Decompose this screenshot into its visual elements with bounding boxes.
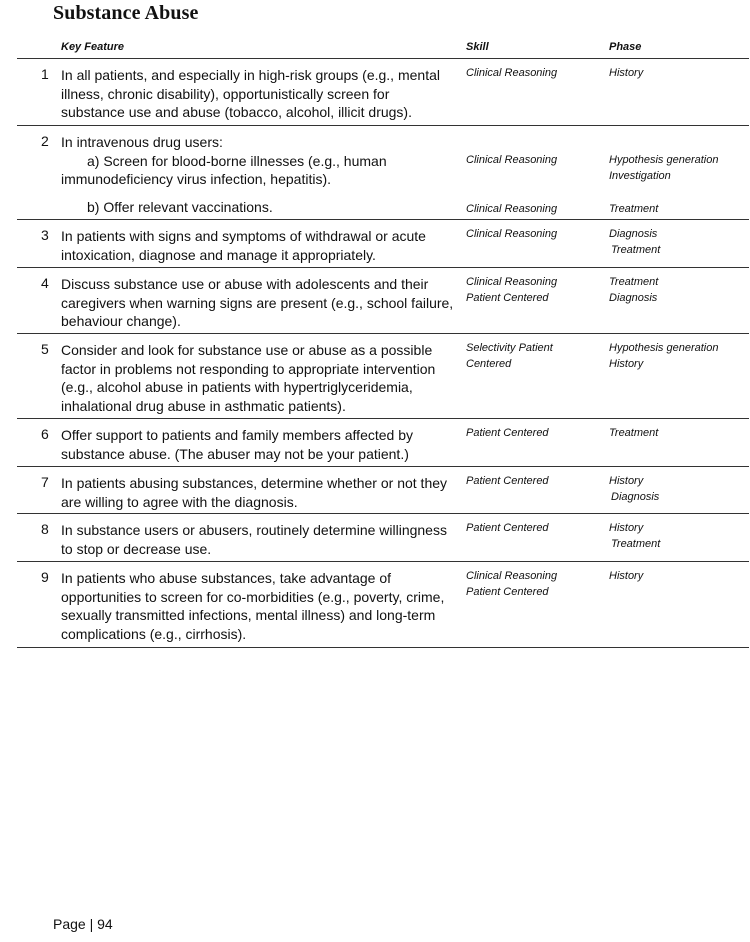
key-feature-text: In all patients, and especially in high-risk groups (e.g., mental illness, chronic disability), opportunistically screen for substance use and abuse (tobacco, alcohol, illicit drugs).: [61, 67, 440, 120]
phase-text: History: [609, 570, 644, 582]
table-row: [17, 59, 749, 126]
row-number: 1: [41, 66, 49, 82]
key-feature-text: In patients abusing substances, determine whether or not they are willing to agree with the diagnosis.: [61, 475, 448, 510]
phase-text: Hypothesis generation History: [609, 342, 719, 370]
table-row: [17, 562, 749, 648]
row-number: 4: [41, 275, 49, 291]
table-row: [17, 268, 749, 334]
skill-text: Patient Centered: [466, 522, 549, 534]
key-feature-text: In patients with signs and symptoms of withdrawal or acute intoxication, diagnose and manage it appropriately.: [61, 228, 426, 263]
skill-text: Clinical Reasoning Patient Centered: [466, 276, 558, 304]
key-feature-text: b) Offer relevant vaccinations.: [87, 199, 273, 215]
skill-text: Patient Centered: [466, 427, 549, 439]
table-row: [17, 419, 749, 467]
skill-text: Clinical Reasoning: [466, 154, 558, 166]
table-row: [17, 467, 749, 514]
skill-text: Clinical Reasoning: [466, 203, 558, 215]
phase-text: History Treatment: [609, 522, 661, 550]
key-feature-text: In intravenous drug users: a) Screen for blood-borne illnesses (e.g., human immunodeficiency virus infection, hepatitis).: [61, 134, 387, 187]
phase-text: History Diagnosis: [609, 475, 660, 503]
key-feature-text: Discuss substance use or abuse with adolescents and their caregivers when warning signs are present (e.g., school failure, behaviour change).: [61, 276, 454, 329]
row-number: 8: [41, 521, 49, 537]
row-number: 5: [41, 341, 49, 357]
page-footer: Page | 94: [53, 916, 113, 932]
phase-text: Treatment: [609, 427, 659, 439]
skill-text: Clinical Reasoning Patient Centered: [466, 570, 558, 598]
header-phase: Phase: [609, 41, 642, 53]
table-row: [17, 514, 749, 562]
phase-text: Treatment Diagnosis: [609, 276, 659, 304]
key-features-table: [17, 39, 749, 648]
phase-text: Treatment: [609, 203, 659, 215]
key-feature-text: Offer support to patients and family members affected by substance abuse. (The abuser may not be your patient.): [61, 427, 413, 462]
page-title: Substance Abuse: [53, 2, 199, 24]
row-number: 3: [41, 227, 49, 243]
phase-text: Diagnosis Treatment: [609, 228, 661, 256]
key-feature-text: In substance users or abusers, routinely determine willingness to stop or decrease use.: [61, 522, 447, 557]
row-number: 6: [41, 426, 49, 442]
row-number: 9: [41, 569, 49, 585]
row-number: 2: [41, 133, 49, 149]
skill-text: Selectivity Patient Centered: [466, 342, 553, 370]
skill-text: Clinical Reasoning: [466, 228, 558, 240]
row-number: 7: [41, 474, 49, 490]
table-header: [17, 39, 749, 59]
key-feature-text: In patients who abuse substances, take advantage of opportunities to screen for co-morbidities (e.g., poverty, crime, sexually transmitted infections, mental illness) and long-term complications (e.g., cirrhosis).: [61, 570, 445, 642]
header-skill: Skill: [466, 41, 489, 53]
table-row: [17, 126, 749, 220]
phase-text: Hypothesis generation Investigation: [609, 154, 719, 182]
key-feature-text: Consider and look for substance use or abuse as a possible factor in problems not responding to appropriate intervention (e.g., alcohol abuse in patients with hypertriglyceridemia, inhalational drug abuse in asthmatic patients).: [61, 342, 436, 414]
table-row: [17, 220, 749, 268]
phase-text: History: [609, 67, 644, 79]
header-key-feature: Key Feature: [61, 41, 124, 53]
table-row: [17, 334, 749, 419]
skill-text: Patient Centered: [466, 475, 549, 487]
skill-text: Clinical Reasoning: [466, 67, 558, 79]
